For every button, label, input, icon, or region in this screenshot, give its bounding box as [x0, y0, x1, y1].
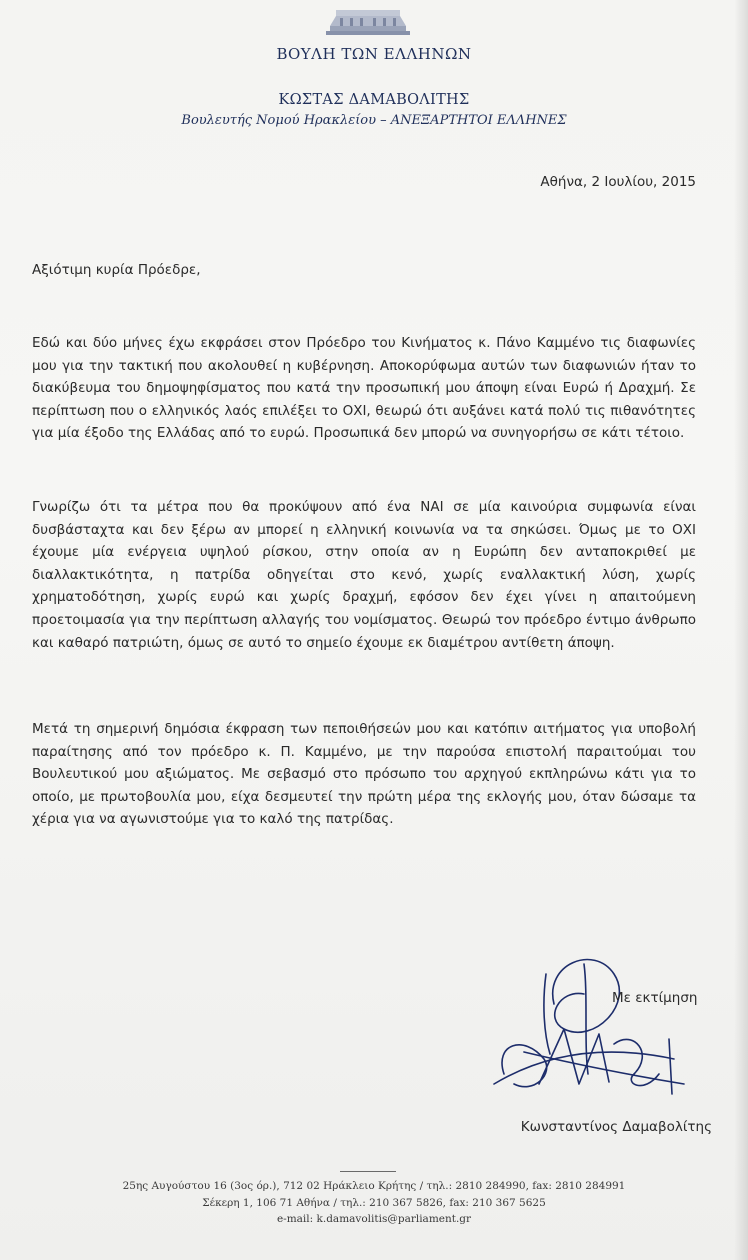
footer-address-athens: Σέκερη 1, 106 71 Αθήνα / τηλ.: 210 367 5826, fax: 210 367 5625 [202, 1197, 546, 1209]
institution-name: ΒΟΥΛΗ ΤΩΝ ΕΛΛΗΝΩΝ [276, 45, 472, 63]
parliament-building-emblem-icon [322, 6, 414, 38]
page-edge-shadow [734, 0, 748, 1260]
letter-date: Αθήνα, 2 Ιουλίου, 2015 [540, 174, 696, 190]
footer-email: e-mail: k.damavolitis@parliament.gr [276, 1213, 472, 1225]
mp-name: ΚΩΣΤΑΣ ΔΑΜΑΒΟΛΙΤΗΣ [278, 92, 470, 108]
body-paragraph-2: Γνωρίζω ότι τα μέτρα που θα προκύψουν από ένα ΝΑΙ σε μία καινούρια συμφωνία είναι δυσβάσταχτα και δεν ξέρω αν μπορεί η ελληνική κοινωνία να τα σηκώσει. Όμως με το ΟΧΙ έχουμε μία ενέργεια υψηλού ρίσκου, στην οποία αν η Ευρώπη δεν ανταποκριθεί με διαλλακτικότητα, η πατρίδα οδηγείται στο κενό, χωρίς εναλλακτική λύση, χωρίς χρηματοδότηση, χωρίς ευρώ και χωρίς δραχμή, εφόσον δεν έχει γίνει η απαιτούμενη προετοιμασία για την περίπτωση αλλαγής του νομίσματος. Θεωρώ τον πρόεδρο έντιμο άνθρωπο και καθαρό πατριώτη, όμως σε αυτό το σημείο έχουμε εκ διαμέτρου αντίθετη άποψη. [32, 499, 696, 651]
body-paragraph-1: Εδώ και δύο μήνες έχω εκφράσει στον Πρόεδρο του Κινήματος κ. Πάνο Καμμένο τις διαφωνίες μου για την τακτική που ακολουθεί η κυβέρνηση. Αποκορύφωμα αυτών των διαφωνιών ήταν το διακύβευμα του δημοψηφίσματος που κατά την προσωπική μου άποψη είναι Ευρώ ή Δραχμή. Σε περίπτωση που ο ελληνικός λαός επιλέξει το ΟΧΙ, θεωρώ ότι αυξάνει κατά πολύ τις πιθανότητες για μία έξοδο της Ελλάδας από το ευρώ. Προσωπικά δεν μπορώ να συνηγορήσω σε κάτι τέτοιο. [32, 335, 696, 442]
body-paragraph-3: Μετά τη σημερινή δημόσια έκφραση των πεποιθήσεών μου και κατόπιν αιτήματος για υποβολή παραίτησης από τον πρόεδρο κ. Π. Καμμένο, με την παρούσα επιστολή παραιτούμαι του Βουλευτικού μου αξιώματος. Με σεβασμό στο πρόσωπο του αρχηγού εκπληρώνω κάτι για το οποίο, με πρωτοβουλία μου, είχα δεσμευτεί την πρώτη μέρα της εκλογής μου, όταν δώσαμε τα χέρια για να αγωνιστούμε για το καλό της πατρίδας. [32, 721, 696, 828]
footer-divider [340, 1171, 396, 1172]
signer-name: Κωνσταντίνος Δαμαβολίτης [520, 1119, 712, 1135]
footer-address-heraklion: 25ης Αυγούστου 16 (3ος όρ.), 712 02 Ηράκλειο Κρήτης / τηλ.: 2810 284990, fax: 2810 284991 [122, 1180, 626, 1192]
salutation: Αξιότιμη κυρία Πρόεδρε, [32, 262, 201, 278]
closing-phrase: Με εκτίμηση [612, 990, 698, 1006]
mp-title: Βουλευτής Νομού Ηρακλείου – ΑΝΕΞΑΡΤΗΤΟΙ ΕΛΛΗΝΕΣ [181, 113, 567, 128]
handwritten-signature-icon [484, 934, 704, 1114]
